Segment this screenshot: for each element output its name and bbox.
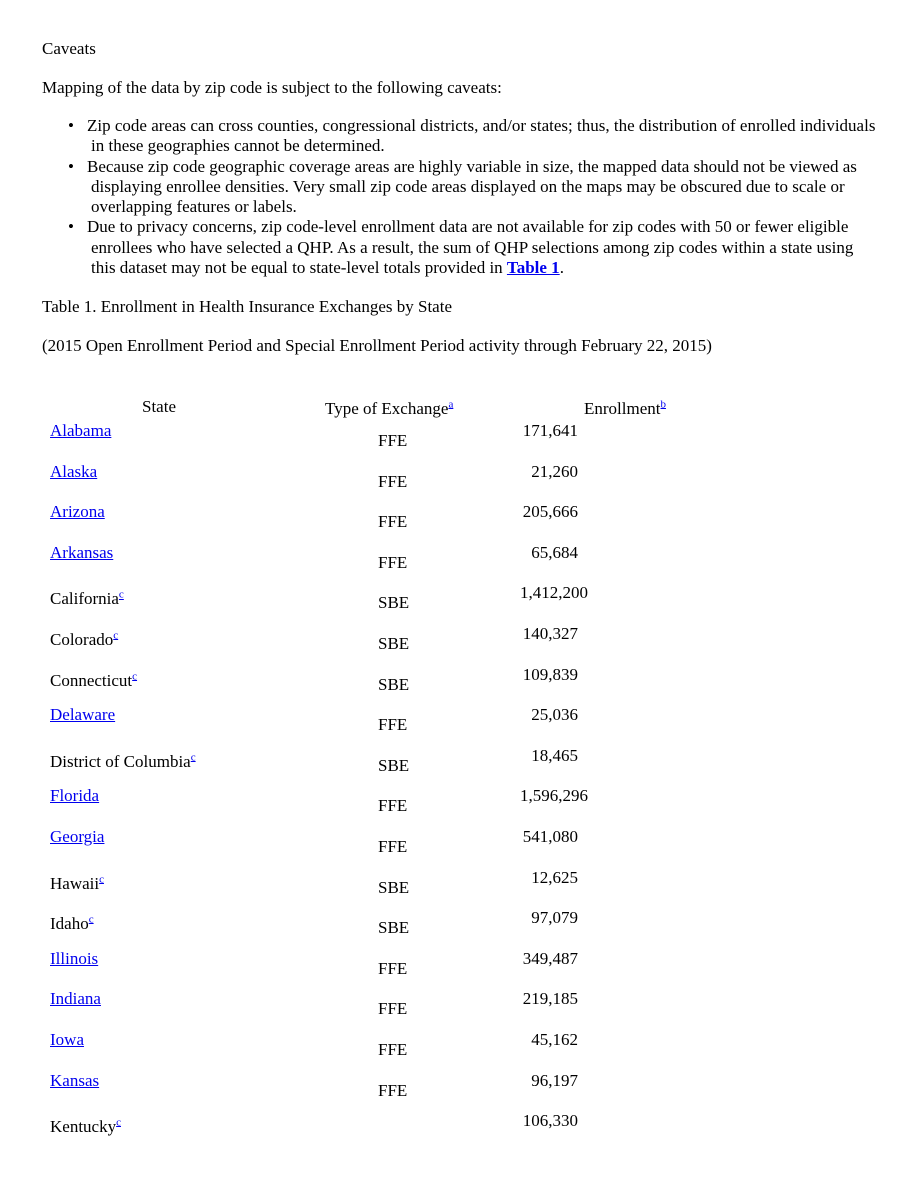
table-row — [42, 908, 882, 949]
table-row — [42, 827, 882, 868]
footnote-c-link[interactable]: c — [116, 1116, 121, 1129]
caveat-item — [42, 217, 882, 278]
column-header-enrollment — [584, 399, 666, 419]
state-link[interactable]: Iowa — [50, 1029, 84, 1049]
table-row — [42, 1071, 882, 1112]
column-header-state: State — [142, 397, 176, 416]
state-cell — [50, 949, 98, 969]
enrollment-cell: 45,162 — [531, 1029, 578, 1049]
exchange-type-cell: SBE — [378, 674, 410, 694]
exchange-type-cell: FFE — [378, 958, 408, 978]
state-cell — [50, 914, 94, 934]
table-row — [42, 543, 882, 584]
caveat-text: Because zip code geographic coverage areas are highly variable in size, the mapped data should not be viewed as displaying enrollee densities. Very small zip code areas displayed on the maps may be obscured due to scale or overlapping features or labels. — [87, 156, 857, 217]
exchange-type-cell: SBE — [378, 593, 410, 613]
table-row — [42, 705, 882, 746]
exchange-type-cell: FFE — [378, 836, 408, 856]
table-row — [42, 462, 882, 503]
exchange-type-cell: FFE — [378, 431, 408, 450]
state-cell — [50, 874, 104, 894]
table-row — [42, 421, 882, 462]
enrollment-cell: 1,412,200 — [520, 583, 588, 603]
table-title: Table 1. Enrollment in Health Insurance Exchanges by State — [42, 297, 452, 316]
enrollment-cell: 541,080 — [522, 826, 578, 846]
table-1-link[interactable]: Table 1 — [506, 258, 560, 278]
enrollment-cell: 12,625 — [531, 867, 578, 887]
state-link[interactable]: Florida — [50, 786, 100, 806]
table-row — [42, 746, 882, 787]
table-row — [42, 1111, 882, 1152]
state-cell — [50, 421, 111, 441]
caveat-item — [42, 116, 882, 157]
enrollment-cell: 65,684 — [531, 542, 578, 562]
state-cell — [50, 671, 137, 691]
exchange-type-cell: SBE — [378, 877, 410, 897]
state-link[interactable]: Indiana — [50, 989, 101, 1009]
footnote-c-link[interactable]: c — [132, 669, 138, 682]
enrollment-cell: 140,327 — [522, 623, 578, 643]
enrollment-cell: 18,465 — [531, 745, 578, 765]
state-name: District of Columbia — [50, 751, 191, 771]
footnote-b-link[interactable]: b — [660, 398, 666, 411]
enrollment-cell: 21,260 — [531, 461, 578, 481]
state-cell — [50, 1071, 99, 1091]
state-name: Idaho — [50, 914, 89, 934]
bullet-icon: • — [68, 217, 74, 237]
column-header-type-label: Type of Exchange — [325, 399, 449, 418]
exchange-type-cell: FFE — [378, 999, 408, 1019]
enrollment-cell: 349,487 — [522, 948, 578, 968]
table-row — [42, 1030, 882, 1071]
state-cell — [50, 589, 124, 609]
exchange-type-cell: SBE — [378, 755, 410, 775]
exchange-type-cell: SBE — [378, 633, 410, 653]
state-cell — [50, 786, 99, 806]
footnote-c-link[interactable]: c — [113, 629, 119, 642]
exchange-type-cell: FFE — [378, 796, 408, 816]
state-link[interactable]: Arkansas — [50, 542, 114, 562]
caveats-list — [42, 116, 882, 278]
caveat-text: Zip code areas can cross counties, congressional districts, and/or states; thus, the distribution of enrolled individuals in these geographies cannot be determined. — [87, 116, 876, 156]
state-cell — [50, 752, 196, 772]
state-link[interactable]: Alaska — [50, 461, 98, 481]
enrollment-cell: 97,079 — [531, 908, 578, 928]
state-link[interactable]: Illinois — [50, 948, 99, 968]
table-row — [42, 989, 882, 1030]
enrollment-cell: 109,839 — [522, 664, 578, 684]
caveat-item — [42, 157, 882, 218]
enrollment-cell: 96,197 — [531, 1070, 578, 1090]
exchange-type-cell: FFE — [378, 512, 408, 532]
caveat-text: Due to privacy concerns, zip code-level enrollment data are not available for zip codes with 50 or fewer eligible enrollees who have selected a QHP. As a result, the sum of QHP selections among zip codes within a state using this dataset may not be equal to state-level totals provided in — [87, 217, 854, 278]
bullet-icon: • — [68, 116, 74, 135]
table-row — [42, 786, 882, 827]
state-name: Connecticut — [50, 670, 133, 690]
table-row — [42, 949, 882, 990]
state-cell — [50, 630, 118, 650]
state-cell — [50, 543, 113, 563]
table-subtitle: (2015 Open Enrollment Period and Special Enrollment Period activity through February 22, 2015) — [42, 336, 712, 355]
exchange-type-cell: FFE — [378, 715, 408, 735]
state-name: California — [50, 589, 119, 609]
exchange-type-cell: FFE — [378, 1039, 408, 1059]
state-name: Kentucky — [50, 1117, 117, 1137]
caveats-heading: Caveats — [42, 39, 96, 58]
state-link[interactable]: Kansas — [50, 1070, 100, 1090]
caveats-intro: Mapping of the data by zip code is subject to the following caveats: — [42, 78, 502, 97]
enrollment-cell: 205,666 — [522, 502, 578, 522]
state-cell — [50, 462, 97, 482]
exchange-type-cell: FFE — [378, 1080, 408, 1100]
exchange-type-cell: FFE — [378, 471, 408, 491]
state-link[interactable]: Delaware — [50, 705, 116, 725]
state-link[interactable]: Georgia — [50, 826, 105, 846]
state-cell — [50, 1030, 84, 1050]
state-cell — [50, 827, 104, 847]
exchange-type-cell: FFE — [378, 552, 408, 572]
caveat-text-wrapper — [87, 217, 882, 278]
state-cell — [50, 1117, 121, 1137]
state-name: Hawaii — [50, 873, 100, 893]
exchange-type-cell: SBE — [378, 918, 410, 938]
table-row — [42, 665, 882, 706]
caveat-text-end: . — [559, 258, 564, 278]
state-cell — [50, 502, 105, 522]
footnote-c-link[interactable]: c — [190, 751, 196, 764]
state-link[interactable]: Alabama — [50, 421, 112, 440]
table-body — [42, 421, 882, 1152]
column-header-enrollment-label: Enrollment — [584, 399, 661, 418]
table-row — [42, 583, 882, 624]
footnote-c-link[interactable]: c — [88, 913, 94, 926]
table-row — [42, 502, 882, 543]
table-row — [42, 868, 882, 909]
footnote-c-link[interactable]: c — [118, 588, 124, 601]
bullet-icon: • — [68, 156, 74, 176]
table-row — [42, 624, 882, 665]
state-link[interactable]: Arizona — [50, 502, 105, 522]
column-header-type — [325, 399, 453, 419]
enrollment-cell: 106,330 — [522, 1111, 578, 1131]
enrollment-cell: 171,641 — [522, 421, 578, 440]
enrollment-cell: 25,036 — [531, 705, 578, 725]
footnote-c-link[interactable]: c — [99, 872, 104, 885]
state-cell — [50, 705, 115, 725]
state-cell — [50, 989, 101, 1009]
state-name: Colorado — [50, 629, 114, 649]
footnote-a-link[interactable]: a — [448, 398, 454, 411]
enrollment-cell: 219,185 — [522, 989, 578, 1009]
enrollment-cell: 1,596,296 — [520, 786, 588, 806]
